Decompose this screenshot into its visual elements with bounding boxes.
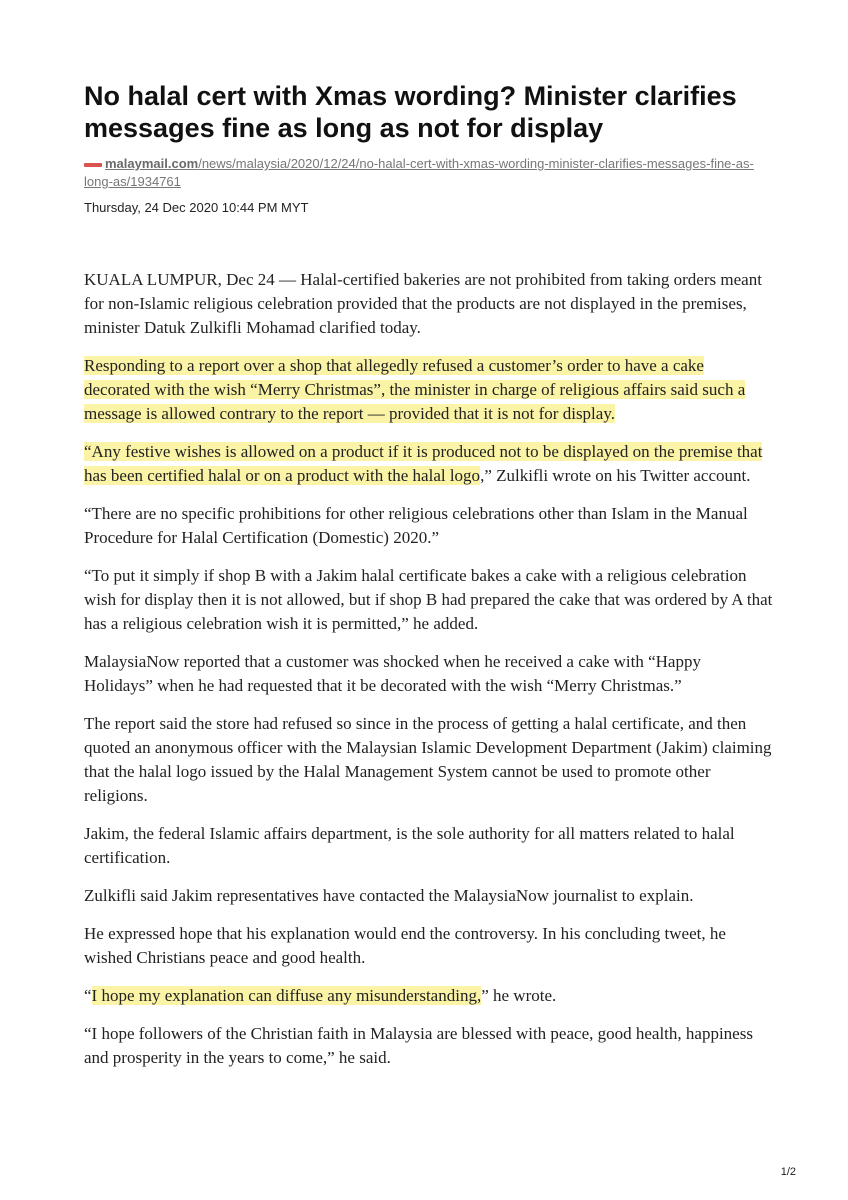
source-domain: malaymail.com (105, 156, 199, 171)
paragraph-3 (84, 440, 774, 488)
source-link-row (84, 155, 774, 191)
paragraph-text: ” he wrote. (481, 986, 557, 1005)
source-url-link[interactable] (84, 156, 754, 189)
highlighted-text: Responding to a report over a shop that allegedly refused a customer’s order to have a cake decorated with the wish “Merry Christmas”, the minister in charge of religious affairs said such a message is allowed contrary to the report — provided that it is not for display. (84, 356, 746, 423)
publish-date: Thursday, 24 Dec 2020 10:44 PM MYT (84, 200, 309, 215)
paragraph-1: KUALA LUMPUR, Dec 24 — Halal-certified bakeries are not prohibited from taking orders meant for non-Islamic religious celebration provided that the products are not displayed in the premises, minister Datuk Zulkifli Mohamad clarified today. (84, 270, 762, 337)
paragraph-4: “There are no specific prohibitions for other religious celebrations other than Islam in the Manual Procedure for Halal Certification (Domestic) 2020.” (84, 504, 748, 547)
paragraph-6: MalaysiaNow reported that a customer was shocked when he received a cake with “Happy Holidays” when he had requested that it be decorated with the wish “Merry Christmas.” (84, 652, 701, 695)
paragraph-11 (84, 984, 774, 1008)
highlighted-text: “Any festive wishes is allowed on a product if it is produced not to be displayed on the premise that has been certified halal or on a product with the halal logo (84, 442, 763, 485)
paragraph-9: Zulkifli said Jakim representatives have contacted the MalaysiaNow journalist to explain. (84, 886, 694, 905)
paragraph-2 (84, 354, 774, 426)
source-path: /news/malaysia/2020/12/24/no-halal-cert-with-xmas-wording-minister-clarifies-messages-fine-as-long-as/1934761 (84, 156, 754, 189)
article-body (84, 268, 774, 1084)
paragraph-10: He expressed hope that his explanation would end the controversy. In his concluding tweet, he wished Christians peace and good health. (84, 924, 726, 967)
malaymail-logo-icon (84, 163, 102, 167)
open-quote: “ (84, 986, 92, 1005)
paragraph-12: “I hope followers of the Christian faith in Malaysia are blessed with peace, good health, happiness and prosperity in the years to come,” he said. (84, 1024, 753, 1067)
page-number: 1/2 (780, 1166, 796, 1178)
paragraph-text: ,” Zulkifli wrote on his Twitter account. (480, 466, 751, 485)
article-title: No halal cert with Xmas wording? Minister clarifies messages fine as long as not for display (84, 81, 737, 143)
paragraph-8: Jakim, the federal Islamic affairs department, is the sole authority for all matters related to halal certification. (84, 824, 735, 867)
paragraph-7: The report said the store had refused so since in the process of getting a halal certificate, and then quoted an anonymous officer with the Malaysian Islamic Development Department (Jakim) claiming that the halal logo issued by the Halal Management System cannot be used to promote other religions. (84, 714, 772, 805)
paragraph-5: “To put it simply if shop B with a Jakim halal certificate bakes a cake with a religious celebration wish for display then it is not allowed, but if shop B had prepared the cake that was ordered by A that has a religious celebration wish it is permitted,” he added. (84, 566, 773, 633)
highlighted-text: I hope my explanation can diffuse any misunderstanding, (91, 986, 482, 1005)
